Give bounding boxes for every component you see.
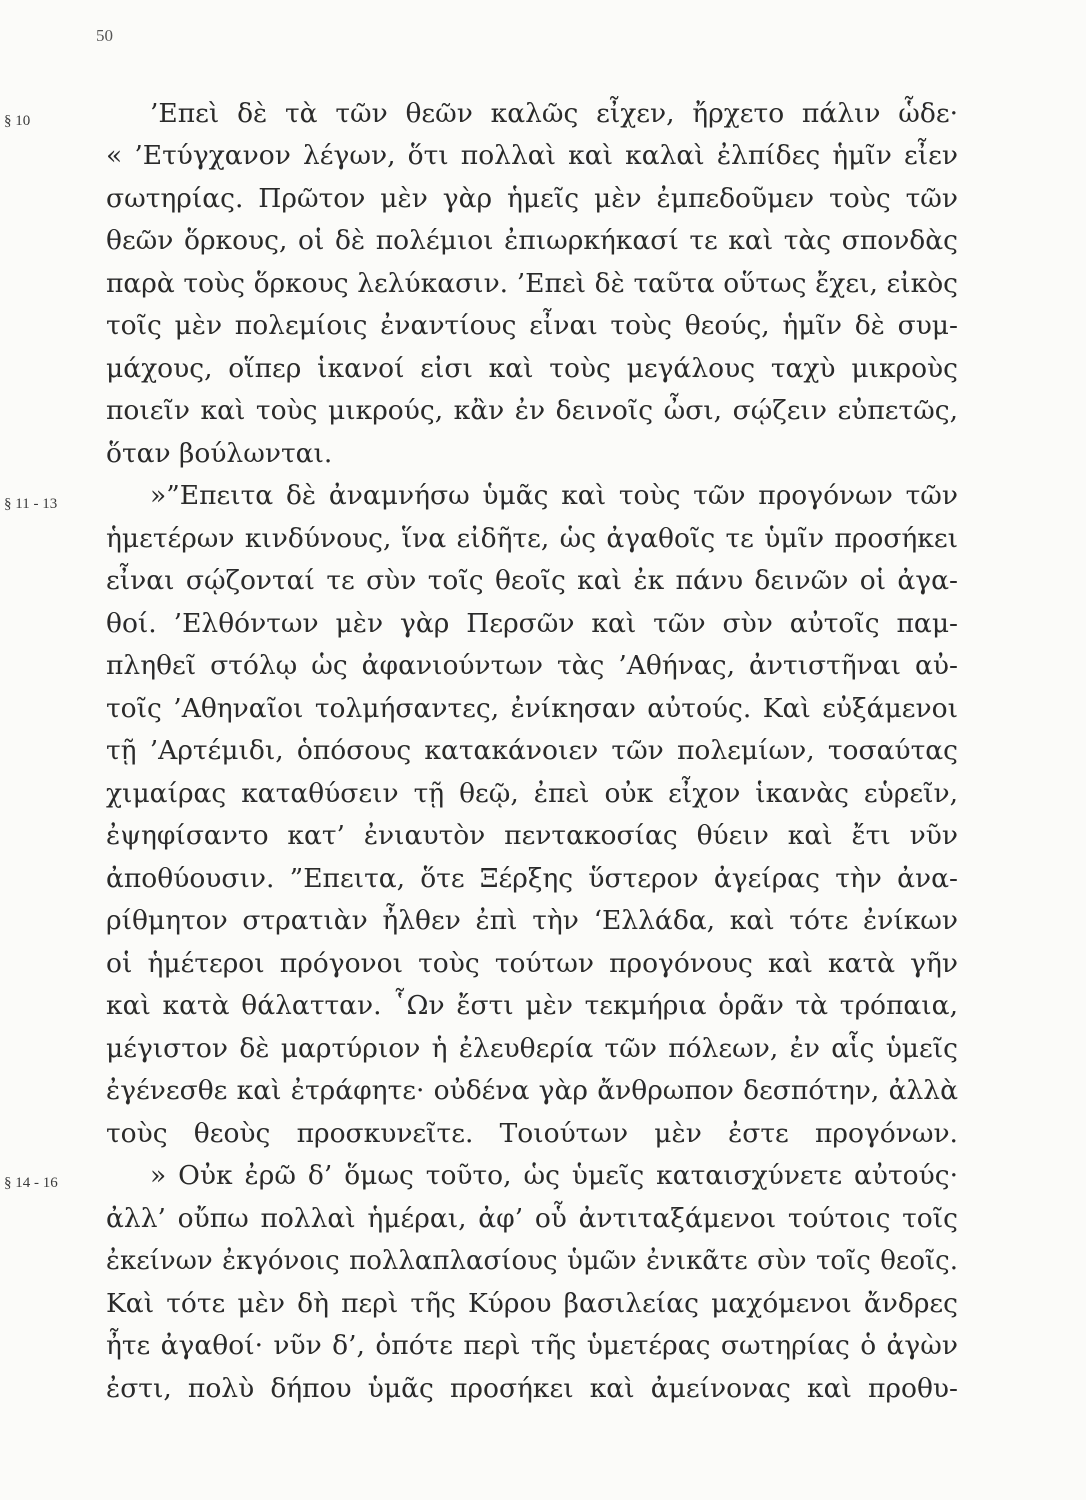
text-line: μάχους, οἵπερ ἱκανοί εἰσι καὶ τοὺς μεγάλους ταχὺ μικροὺς (106, 353, 958, 384)
text-line: εἶναι σῴζονταί τε σὺν τοῖς θεοῖς καὶ ἐκ πάνυ δεινῶν οἱ ἀγα- (106, 565, 958, 596)
section-marker-11-13: § 11 - 13 (4, 496, 58, 512)
text-line: ἐστι, πολὺ δήπου ὑμᾶς προσήκει καὶ ἀμείνονας καὶ προθυ- (106, 1373, 958, 1404)
text-line: ἡμετέρων κινδύνους, ἵνα εἰδῆτε, ὡς ἀγαθοῖς τε ὑμῖν προσήκει (106, 523, 958, 554)
section-marker-10: § 10 (4, 113, 31, 129)
text-line: παρὰ τοὺς ὅρκους λελύκασιν. ’Επεὶ δὲ ταῦτα οὕτως ἔχει, εἰκὸς (106, 268, 958, 299)
text-line: πληθεῖ στόλῳ ὡς ἀφανιούντων τὰς ’Αθήνας, ἀντιστῆναι αὐ- (106, 650, 958, 681)
text-line: » Οὐκ ἐρῶ δ’ ὅμως τοῦτο, ὡς ὑμεῖς καταισχύνετε αὐτούς· (150, 1160, 958, 1191)
text-line: ἐψηφίσαντο κατ’ ἐνιαυτὸν πεντακοσίας θύειν καὶ ἔτι νῦν (106, 820, 958, 851)
page-number: 50 (96, 26, 113, 45)
text-line: ποιεῖν καὶ τοὺς μικρούς, κἂν ἐν δεινοῖς ὦσι, σῴζειν εὐπετῶς, (106, 395, 958, 426)
text-line: ἐκείνων ἐκγόνοις πολλαπλασίους ὑμῶν ἐνικᾶτε σὺν τοῖς θεοῖς. (106, 1246, 958, 1276)
text-line: οἱ ἡμέτεροι πρόγονοι τοὺς τούτων προγόνους καὶ κατὰ γῆν (106, 948, 958, 979)
text-line: »”Επειτα δὲ ἀναμνήσω ὑμᾶς καὶ τοὺς τῶν προγόνων τῶν (150, 480, 958, 511)
text-line: ἦτε ἀγαθοί· νῦν δ’, ὁπότε περὶ τῆς ὑμετέρας σωτηρίας ὁ ἀγὼν (106, 1330, 958, 1361)
text-line: ἀλλ’ οὔπω πολλαὶ ἡμέραι, ἀφ’ οὗ ἀντιταξάμενοι τούτοις τοῖς (106, 1203, 958, 1234)
text-line: τοῖς ’Αθηναῖοι τολμήσαντες, ἐνίκησαν αὐτούς. Καὶ εὐξάμενοι (106, 693, 958, 724)
text-line: σωτηρίας. Πρῶτον μὲν γὰρ ἡμεῖς μὲν ἐμπεδοῦμεν τοὺς τῶν (106, 183, 958, 214)
text-line: θοί. ’Ελθόντων μὲν γὰρ Περσῶν καὶ τῶν σὺν αὐτοῖς παμ- (106, 608, 958, 639)
text-line: « ’Ετύγχανον λέγων, ὅτι πολλαὶ καὶ καλαὶ ἐλπίδες ἡμῖν εἶεν (106, 140, 958, 171)
text-line: ’Επεὶ δὲ τὰ τῶν θεῶν καλῶς εἶχεν, ἤρχετο πάλιν ὧδε· (150, 98, 958, 129)
text-line: ρίθμητον στρατιὰν ἦλθεν ἐπὶ τὴν ‘Ελλάδα, καὶ τότε ἐνίκων (106, 905, 958, 936)
text-line: χιμαίρας καταθύσειν τῇ θεῷ, ἐπεὶ οὐκ εἶχον ἱκανὰς εὑρεῖν, (106, 778, 958, 809)
text-line: ἐγένεσθε καὶ ἐτράφητε· οὐδένα γὰρ ἄνθρωπον δεσπότην, ἀλλὰ (106, 1075, 958, 1106)
text-line: τοὺς θεοὺς προσκυνεῖτε. Τοιούτων μὲν ἐστε προγόνων. (106, 1118, 958, 1149)
text-line: μέγιστον δὲ μαρτύριον ἡ ἐλευθερία τῶν πόλεων, ἐν αἷς ὑμεῖς (106, 1033, 958, 1064)
text-line: ἀποθύουσιν. ”Επειτα, ὅτε Ξέρξης ὕστερον ἀγείρας τὴν ἀνα- (106, 863, 958, 894)
section-marker-14-16: § 14 - 16 (4, 1175, 58, 1191)
text-line: ὅταν βούλωνται. (106, 438, 333, 469)
text-line: τῇ ’Αρτέμιδι, ὁπόσους κατακάνοιεν τῶν πολεμίων, τοσαύτας (106, 735, 958, 766)
text-line: τοῖς μὲν πολεμίοις ἐναντίους εἶναι τοὺς θεούς, ἡμῖν δὲ συμ- (106, 310, 958, 341)
text-line: θεῶν ὅρκους, οἱ δὲ πολέμιοι ἐπιωρκήκασί τε καὶ τὰς σπονδὰς (106, 225, 958, 256)
text-line: Καὶ τότε μὲν δὴ περὶ τῆς Κύρου βασιλείας μαχόμενοι ἄνδρες (106, 1288, 958, 1319)
text-line: καὶ κατὰ θάλατταν. ῟Ων ἔστι μὲν τεκμήρια ὁρᾶν τὰ τρόπαια, (106, 990, 958, 1021)
